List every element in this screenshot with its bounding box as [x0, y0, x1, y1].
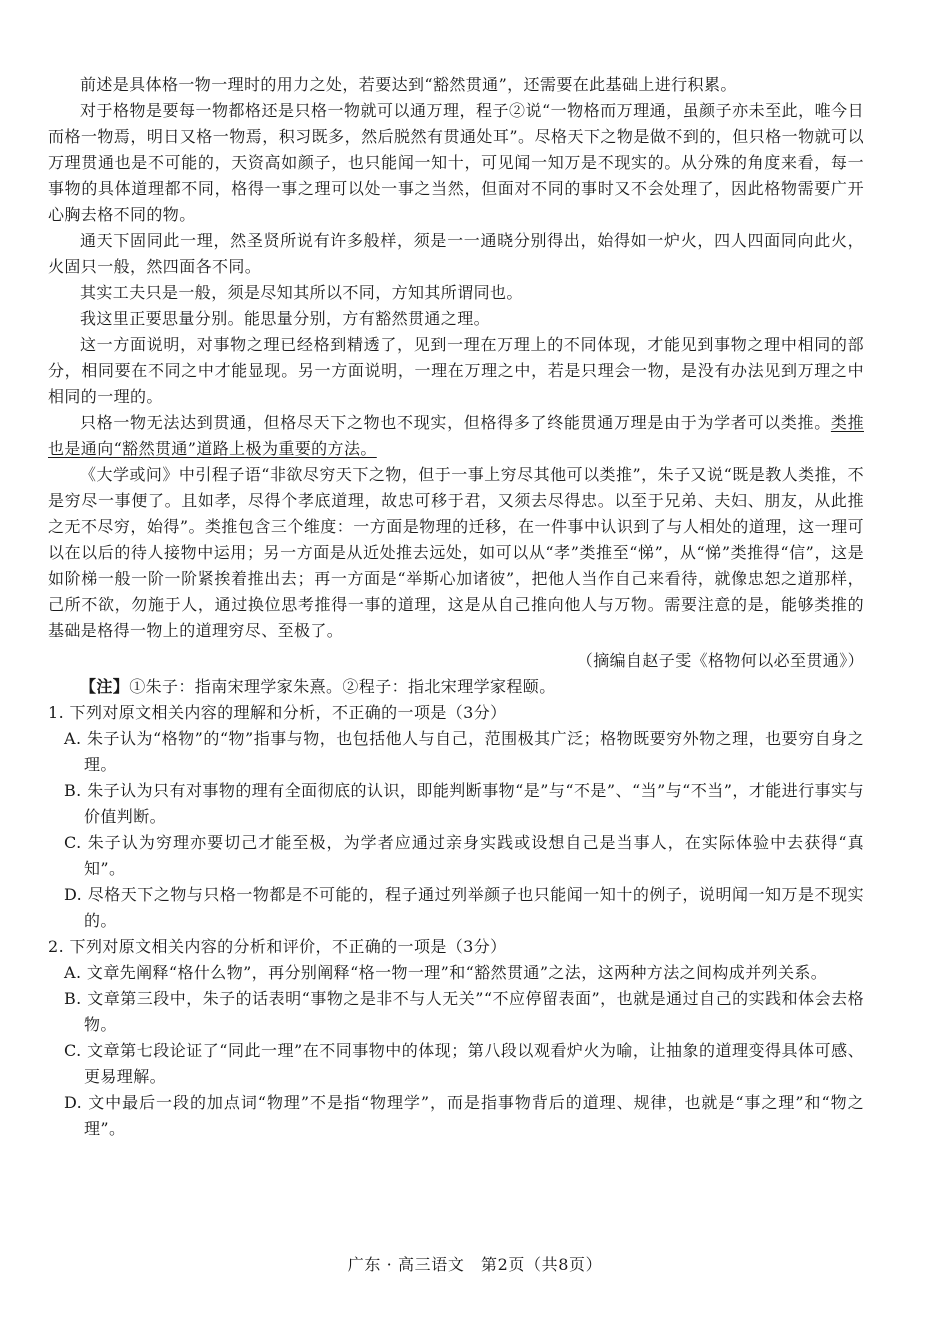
- annotation-note: [48, 674, 864, 700]
- note-text: ①朱子：指南宋理学家朱熹。②程子：指北宋理学家程颐。: [129, 677, 556, 696]
- question-2-option-d: D. 文中最后一段的加点词“物理”不是指“物理学”，而是指事物背后的道理、规律，也就是“事之理”和“物之理”。: [64, 1093, 864, 1138]
- question-2: [48, 934, 864, 1142]
- passage-paragraph-7: [48, 410, 864, 462]
- passage-paragraph-8: 《大学或问》中引程子语“非欲尽穷天下之物，但于一事上穷尽其他可以类推”，朱子又说“既是教人类推，不是穷尽一事便了。且如孝，尽得个孝底道理，故忠可移于君，又须去尽得忠。以至于兄弟、夫妇、朋友，从此推之无不尽穷，始得”。类推包含三个维度：一方面是物理的迁移，在一件事中认识到了与人相处的道理，这一理可以在以后的待人接物中运用；另一方面是从近处推去远处，如可以从“孝”类推至“悌”，从“悌”类推得“信”，这是如阶梯一般一阶一阶紧挨着推出去；再一方面是“举斯心加诸彼”，把他人当作自己来看待，就像忠恕之道那样，己所不欲，勿施于人，通过换位思考推得一事的道理，这是从自己推向他人与万物。需要注意的是，能够类推的基础是格得一物上的道理穷尽、至极了。: [48, 465, 864, 640]
- question-2-option-b: B. 文章第三段中，朱子的话表明“事物之是非不与人无关”“不应停留表面”，也就是通过自己的实践和体会去格物。: [64, 989, 864, 1034]
- question-2-option-a: A. 文章先阐释“格什么物”，再分别阐释“格一物一理”和“豁然贯通”之法，这两种方法之间构成并列关系。: [64, 963, 828, 982]
- question-1-option-a: A. 朱子认为“格物”的“物”指事与物，也包括他人与自己，范围极其广泛；格物既要穷外物之理，也要穷自身之理。: [64, 729, 864, 774]
- page-content: [48, 72, 864, 1142]
- question-1-option-c: C. 朱子认为穷理亦要切己才能至极，为学者应通过亲身实践或设想自己是当事人，在实际体验中去获得“真知”。: [64, 833, 864, 878]
- question-2-stem: 2. 下列对原文相关内容的分析和评价，不正确的一项是（3分）: [48, 937, 507, 956]
- underlined-sentence: 类推也是通向“豁然贯通”道路上极为重要的方法。: [48, 413, 864, 458]
- paragraph-7-text: 只格一物无法达到贯通，但格尽天下之物也不现实，但格得多了终能贯通万理是由于为学者可以类推。: [80, 413, 831, 432]
- note-label: 【注】: [80, 677, 130, 696]
- question-1: [48, 700, 864, 934]
- passage-paragraph-4: 其实工夫只是一般，须是尽知其所以不同，方知其所谓同也。: [80, 283, 523, 302]
- passage-paragraph-1: 前述是具体格一物一理时的用力之处，若要达到“豁然贯通”，还需要在此基础上进行积累。: [80, 75, 737, 94]
- passage-paragraph-2: 对于格物是要每一物都格还是只格一物就可以通万理，程子②说“一物格而万理通，虽颜子亦未至此，唯今日而格一物焉，明日又格一物焉，积习既多，然后脱然有贯通处耳”。尽格天下之物是做不到的，但只格一物就可以万理贯通也是不可能的，天资高如颜子，也只能闻一知十，可见闻一知万是不现实的。从分殊的角度来看，每一事物的具体道理都不同，格得一事之理可以处一事之当然，但面对不同的事时又不会处理了，因此格物需要广开心胸去格不同的物。: [48, 101, 864, 224]
- question-1-option-b: B. 朱子认为只有对事物的理有全面彻底的认识，即能判断事物“是”与“不是”、“当”与“不当”，才能进行事实与价值判断。: [64, 781, 864, 826]
- question-1-stem: 1. 下列对原文相关内容的理解和分析，不正确的一项是（3分）: [48, 703, 507, 722]
- question-1-option-d: D. 尽格天下之物与只格一物都是不可能的，程子通过列举颜子也只能闻一知十的例子，说明闻一知万是不现实的。: [64, 885, 864, 930]
- passage-source: （摘编自赵子雯《格物何以必至贯通》）: [576, 651, 864, 670]
- passage-paragraph-3: 通天下固同此一理，然圣贤所说有许多般样，须是一一通晓分别得出，始得如一炉火，四人四面同向此火，火固只一般，然四面各不同。: [48, 231, 864, 276]
- passage-paragraph-5: 我这里正要思量分别。能思量分别，方有豁然贯通之理。: [80, 309, 491, 328]
- page-footer: 广东 · 高三语文 第2页（共8页）: [347, 1255, 603, 1274]
- passage-paragraph-6: 这一方面说明，对事物之理已经格到精透了，见到一理在万理上的不同体现，才能见到事物之理中相同的部分，相同要在不同之中才能显现。另一方面说明，一理在万理之中，若是只理会一物，是没有办法见到万理之中相同的一理的。: [48, 335, 864, 406]
- question-2-option-c: C. 文章第七段论证了“同此一理”在不同事物中的体现；第八段以观看炉火为喻，让抽象的道理变得具体可感、更易理解。: [64, 1041, 864, 1086]
